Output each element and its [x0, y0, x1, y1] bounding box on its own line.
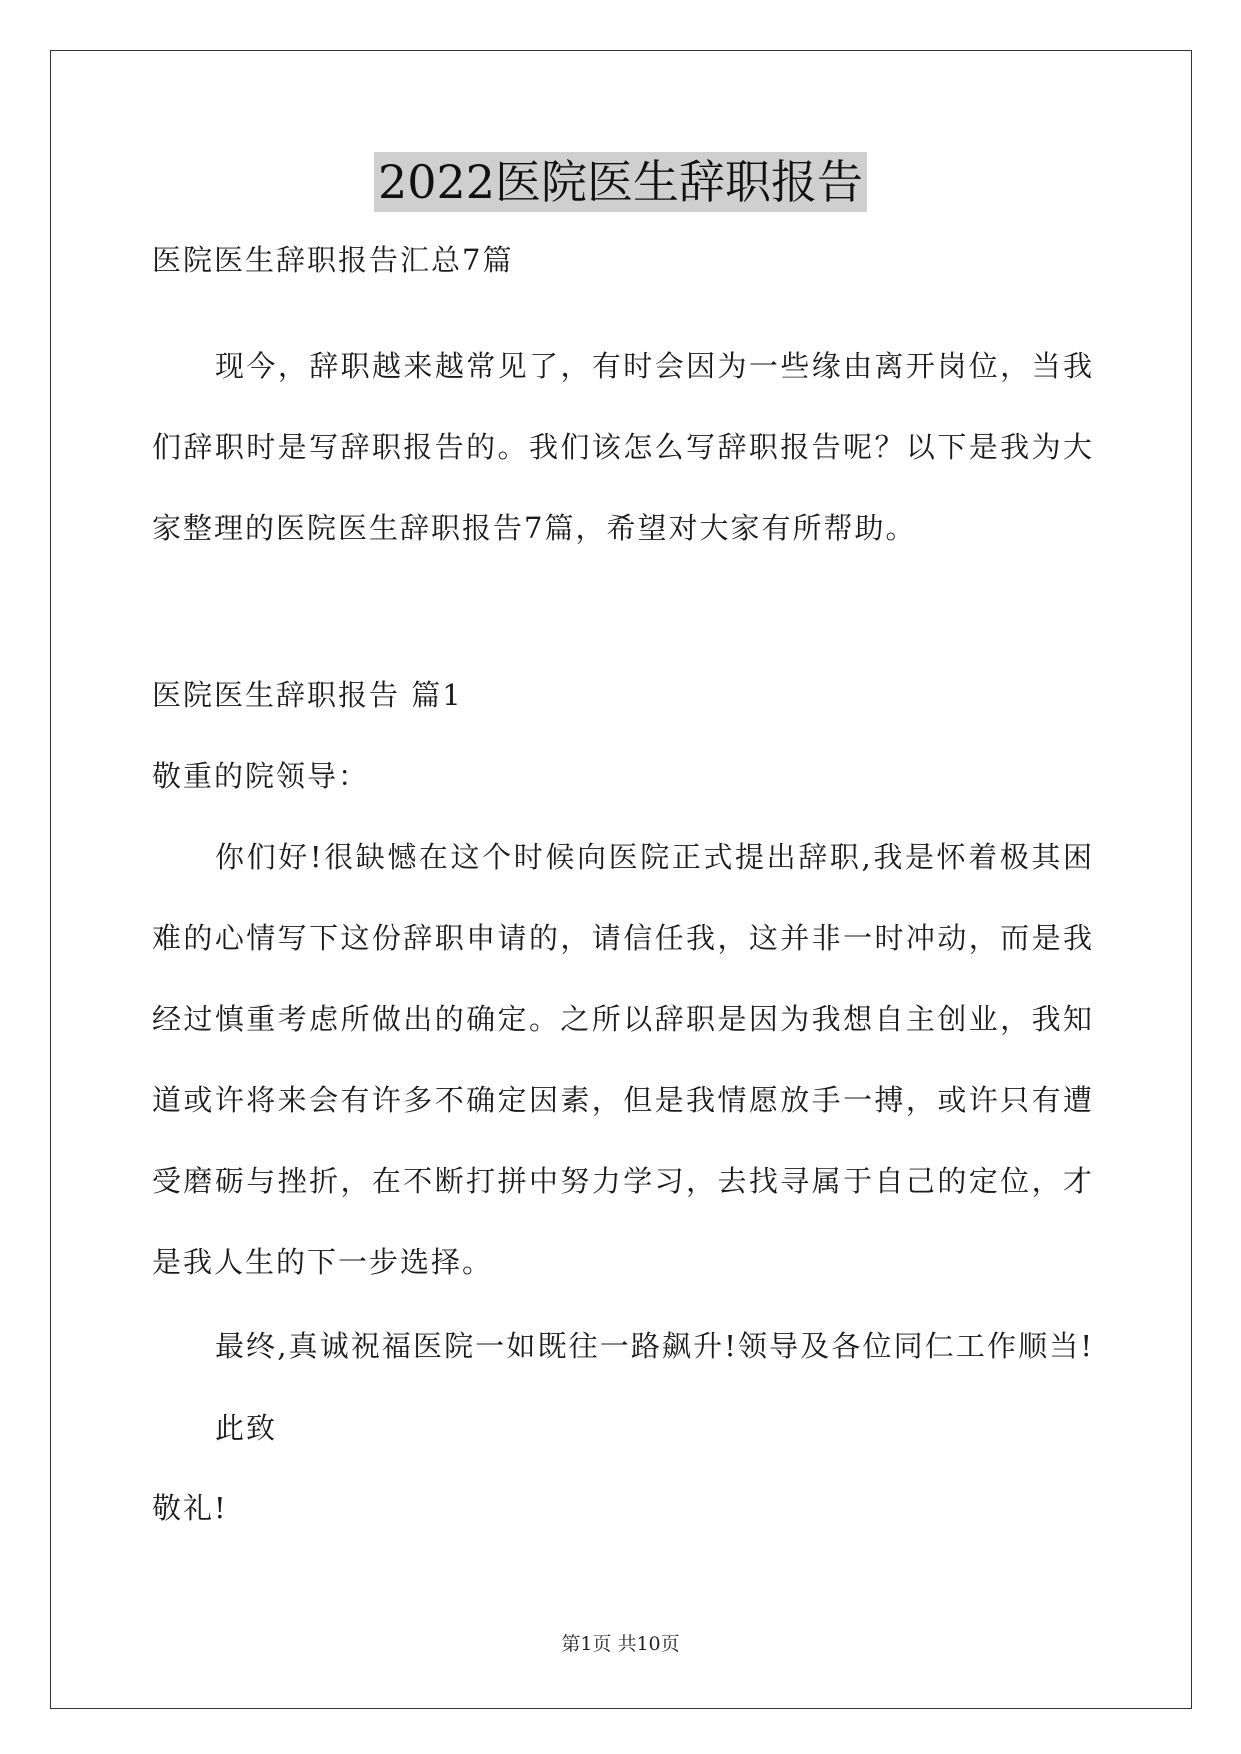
- body-line-6: 是我人生的下一步选择。: [152, 1245, 494, 1279]
- body-line-4: 道或许将来会有许多不确定因素，但是我情愿放手一搏，或许只有遭: [152, 1083, 1092, 1117]
- section-heading: 医院医生辞职报告 篇1: [152, 678, 463, 712]
- intro-line-2: 们辞职时是写辞职报告的。我们该怎么写辞职报告呢？以下是我为大: [152, 430, 1092, 464]
- salutation: 敬重的院领导：: [152, 759, 370, 793]
- closing-wishes: 最终,真诚祝福医院一如既往一路飙升!领导及各位同仁工作顺当!: [215, 1329, 1092, 1363]
- body-line-5: 受磨砺与挫折，在不断打拼中努力学习，去找寻属于自己的定位，才: [152, 1164, 1092, 1198]
- page-number: 第1页 共10页: [561, 1633, 680, 1655]
- page-border: [50, 50, 1192, 1709]
- document-title: 2022医院医生辞职报告: [374, 152, 867, 212]
- document-subtitle: 医院医生辞职报告汇总7篇: [152, 243, 514, 277]
- title-container: [0, 152, 1241, 212]
- intro-line-1: 现今，辞职越来越常见了，有时会因为一些缘由离开岗位，当我: [215, 349, 1092, 383]
- body-line-1: 你们好!很缺憾在这个时候向医院正式提出辞职,我是怀着极其困: [215, 840, 1092, 874]
- body-line-2: 难的心情写下这份辞职申请的，请信任我，这并非一时冲动，而是我: [152, 921, 1092, 955]
- body-line-3: 经过慎重考虑所做出的确定。之所以辞职是因为我想自主创业，我知: [152, 1002, 1092, 1036]
- closing-regards: 此致: [215, 1411, 278, 1445]
- intro-line-3: 家整理的医院医生辞职报告7篇，希望对大家有所帮助。: [152, 511, 917, 545]
- closing-salute: 敬礼!: [152, 1491, 228, 1525]
